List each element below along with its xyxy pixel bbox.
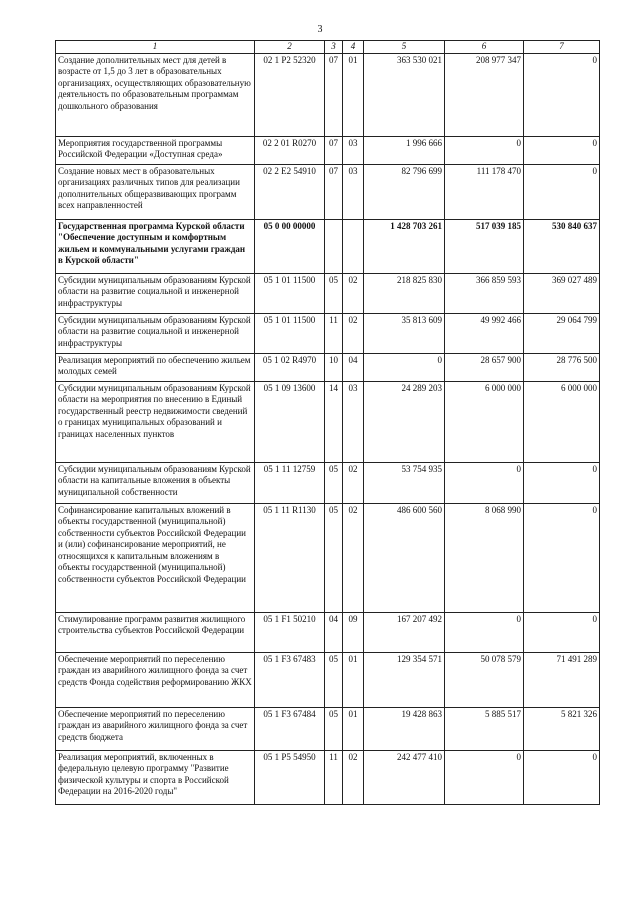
subsection-cell: 02 — [343, 750, 364, 804]
section-cell: 05 — [325, 503, 343, 612]
program-name-cell: Субсидии муниципальным образованиям Курской области на развитие социальной и инженерной инфраструктуры — [56, 313, 255, 353]
amount-year3-cell: 0 — [524, 750, 600, 804]
program-name-cell: Создание новых мест в образовательных организациях различных типов для реализации дополнительных общеразвивающих программ всех направленностей — [56, 164, 255, 219]
table-row — [56, 219, 600, 273]
table-row — [56, 53, 600, 136]
section-cell — [325, 219, 343, 273]
amount-year3-cell: 0 — [524, 612, 600, 652]
amount-year2-cell: 366 859 593 — [445, 273, 524, 313]
amount-year1-cell: 1 428 703 261 — [364, 219, 445, 273]
program-name-cell: Софинансирование капитальных вложений в объекты государственной (муниципальной) собственности субъектов Российской Федерации и (или) софинансирование мероприятий, не относящихся к капитальным вложениям в объекты государственной (муниципальной) собственности субъектов Российской Федерации — [56, 503, 255, 612]
amount-year1-cell: 24 289 203 — [364, 381, 445, 462]
table-row — [56, 503, 600, 612]
amount-year3-cell: 0 — [524, 462, 600, 503]
amount-year1-cell: 242 477 410 — [364, 750, 445, 804]
target-code-cell: 05 1 02 R4970 — [255, 353, 325, 381]
section-cell: 11 — [325, 750, 343, 804]
amount-year3-cell: 0 — [524, 164, 600, 219]
amount-year1-cell: 1 996 666 — [364, 136, 445, 164]
target-code-cell: 05 1 11 12759 — [255, 462, 325, 503]
amount-year2-cell: 0 — [445, 462, 524, 503]
subsection-cell: 02 — [343, 462, 364, 503]
page-number: 3 — [317, 24, 323, 35]
subsection-cell: 04 — [343, 353, 364, 381]
amount-year3-cell: 530 840 637 — [524, 219, 600, 273]
amount-year2-cell: 49 992 466 — [445, 313, 524, 353]
column-header: 5 — [364, 41, 445, 54]
amount-year2-cell: 50 078 579 — [445, 652, 524, 707]
amount-year1-cell: 218 825 830 — [364, 273, 445, 313]
column-header: 7 — [524, 41, 600, 54]
amount-year2-cell: 6 000 000 — [445, 381, 524, 462]
section-cell: 05 — [325, 462, 343, 503]
amount-year2-cell: 0 — [445, 612, 524, 652]
header-row — [56, 41, 600, 54]
section-cell: 11 — [325, 313, 343, 353]
program-name-cell: Обеспечение мероприятий по переселению граждан из аварийного жилищного фонда за счет средств Фонда содействия реформированию ЖКХ — [56, 652, 255, 707]
subsection-cell: 02 — [343, 503, 364, 612]
amount-year3-cell: 5 821 326 — [524, 707, 600, 750]
amount-year1-cell: 167 207 492 — [364, 612, 445, 652]
target-code-cell: 05 1 F3 67483 — [255, 652, 325, 707]
target-code-cell: 02 2 01 R0270 — [255, 136, 325, 164]
column-header: 4 — [343, 41, 364, 54]
table-row — [56, 164, 600, 219]
subsection-cell — [343, 219, 364, 273]
section-cell: 04 — [325, 612, 343, 652]
amount-year1-cell: 363 530 021 — [364, 53, 445, 136]
target-code-cell: 05 0 00 00000 — [255, 219, 325, 273]
amount-year1-cell: 19 428 863 — [364, 707, 445, 750]
subsection-cell: 02 — [343, 273, 364, 313]
amount-year3-cell: 369 027 489 — [524, 273, 600, 313]
budget-table — [55, 40, 600, 805]
table-row — [56, 462, 600, 503]
amount-year1-cell: 53 754 935 — [364, 462, 445, 503]
table-row — [56, 707, 600, 750]
amount-year2-cell: 517 039 185 — [445, 219, 524, 273]
subsection-cell: 01 — [343, 707, 364, 750]
program-name-cell: Мероприятия государственной программы Российской Федерации «Доступная среда» — [56, 136, 255, 164]
target-code-cell: 05 1 F3 67484 — [255, 707, 325, 750]
table-row — [56, 313, 600, 353]
table-row — [56, 273, 600, 313]
target-code-cell: 05 1 P5 54950 — [255, 750, 325, 804]
column-header: 2 — [255, 41, 325, 54]
target-code-cell: 05 1 01 11500 — [255, 313, 325, 353]
target-code-cell: 05 1 11 R1130 — [255, 503, 325, 612]
amount-year2-cell: 28 657 900 — [445, 353, 524, 381]
section-cell: 07 — [325, 164, 343, 219]
table-row — [56, 652, 600, 707]
amount-year3-cell: 29 064 799 — [524, 313, 600, 353]
section-cell: 07 — [325, 53, 343, 136]
section-cell: 05 — [325, 273, 343, 313]
program-name-cell: Реализация мероприятий, включенных в федеральную целевую программу "Развитие физической культуры и спорта в Российской Федерации на 2016-2020 годы" — [56, 750, 255, 804]
section-cell: 10 — [325, 353, 343, 381]
subsection-cell: 03 — [343, 164, 364, 219]
program-name-cell: Субсидии муниципальным образованиям Курской области на капитальные вложения в объекты муниципальной собственности — [56, 462, 255, 503]
subsection-cell: 03 — [343, 136, 364, 164]
subsection-cell: 03 — [343, 381, 364, 462]
program-name-cell: Реализация мероприятий по обеспечению жильем молодых семей — [56, 353, 255, 381]
amount-year3-cell: 28 776 500 — [524, 353, 600, 381]
subsection-cell: 09 — [343, 612, 364, 652]
column-header: 6 — [445, 41, 524, 54]
target-code-cell: 02 1 P2 52320 — [255, 53, 325, 136]
target-code-cell: 05 1 F1 50210 — [255, 612, 325, 652]
amount-year1-cell: 0 — [364, 353, 445, 381]
amount-year1-cell: 82 796 699 — [364, 164, 445, 219]
program-name-cell: Субсидии муниципальным образованиям Курской области на развитие социальной и инженерной инфраструктуры — [56, 273, 255, 313]
program-name-cell: Государственная программа Курской области "Обеспечение доступным и комфортным жильем и коммунальными услугами граждан в Курской области" — [56, 219, 255, 273]
program-name-cell: Обеспечение мероприятий по переселению граждан из аварийного жилищного фонда за счет средств бюджета — [56, 707, 255, 750]
amount-year2-cell: 5 885 517 — [445, 707, 524, 750]
program-name-cell: Создание дополнительных мест для детей в возрасте от 1,5 до 3 лет в образовательных организациях, осуществляющих образовательную деятельность по образовательным программам дошкольного образования — [56, 53, 255, 136]
program-name-cell: Стимулирование программ развития жилищного строительства субъектов Российской Федерации — [56, 612, 255, 652]
amount-year2-cell: 0 — [445, 136, 524, 164]
table-row — [56, 612, 600, 652]
amount-year1-cell: 35 813 609 — [364, 313, 445, 353]
column-header: 3 — [325, 41, 343, 54]
table-row — [56, 750, 600, 804]
table-row — [56, 353, 600, 381]
amount-year2-cell: 111 178 470 — [445, 164, 524, 219]
amount-year1-cell: 129 354 571 — [364, 652, 445, 707]
subsection-cell: 01 — [343, 652, 364, 707]
program-name-cell: Субсидии муниципальным образованиям Курской области на мероприятия по внесению в Единый государственный реестр недвижимости сведений о границах муниципальных образований и границах населенных пунктов — [56, 381, 255, 462]
subsection-cell: 02 — [343, 313, 364, 353]
target-code-cell: 05 1 09 13600 — [255, 381, 325, 462]
column-header: 1 — [56, 41, 255, 54]
section-cell: 05 — [325, 707, 343, 750]
amount-year3-cell: 0 — [524, 53, 600, 136]
amount-year3-cell: 0 — [524, 503, 600, 612]
table-row — [56, 136, 600, 164]
amount-year3-cell: 71 491 289 — [524, 652, 600, 707]
subsection-cell: 01 — [343, 53, 364, 136]
amount-year2-cell: 0 — [445, 750, 524, 804]
amount-year3-cell: 0 — [524, 136, 600, 164]
amount-year2-cell: 8 068 990 — [445, 503, 524, 612]
section-cell: 14 — [325, 381, 343, 462]
amount-year3-cell: 6 000 000 — [524, 381, 600, 462]
target-code-cell: 05 1 01 11500 — [255, 273, 325, 313]
target-code-cell: 02 2 E2 54910 — [255, 164, 325, 219]
section-cell: 07 — [325, 136, 343, 164]
amount-year1-cell: 486 600 560 — [364, 503, 445, 612]
section-cell: 05 — [325, 652, 343, 707]
amount-year2-cell: 208 977 347 — [445, 53, 524, 136]
table-row — [56, 381, 600, 462]
